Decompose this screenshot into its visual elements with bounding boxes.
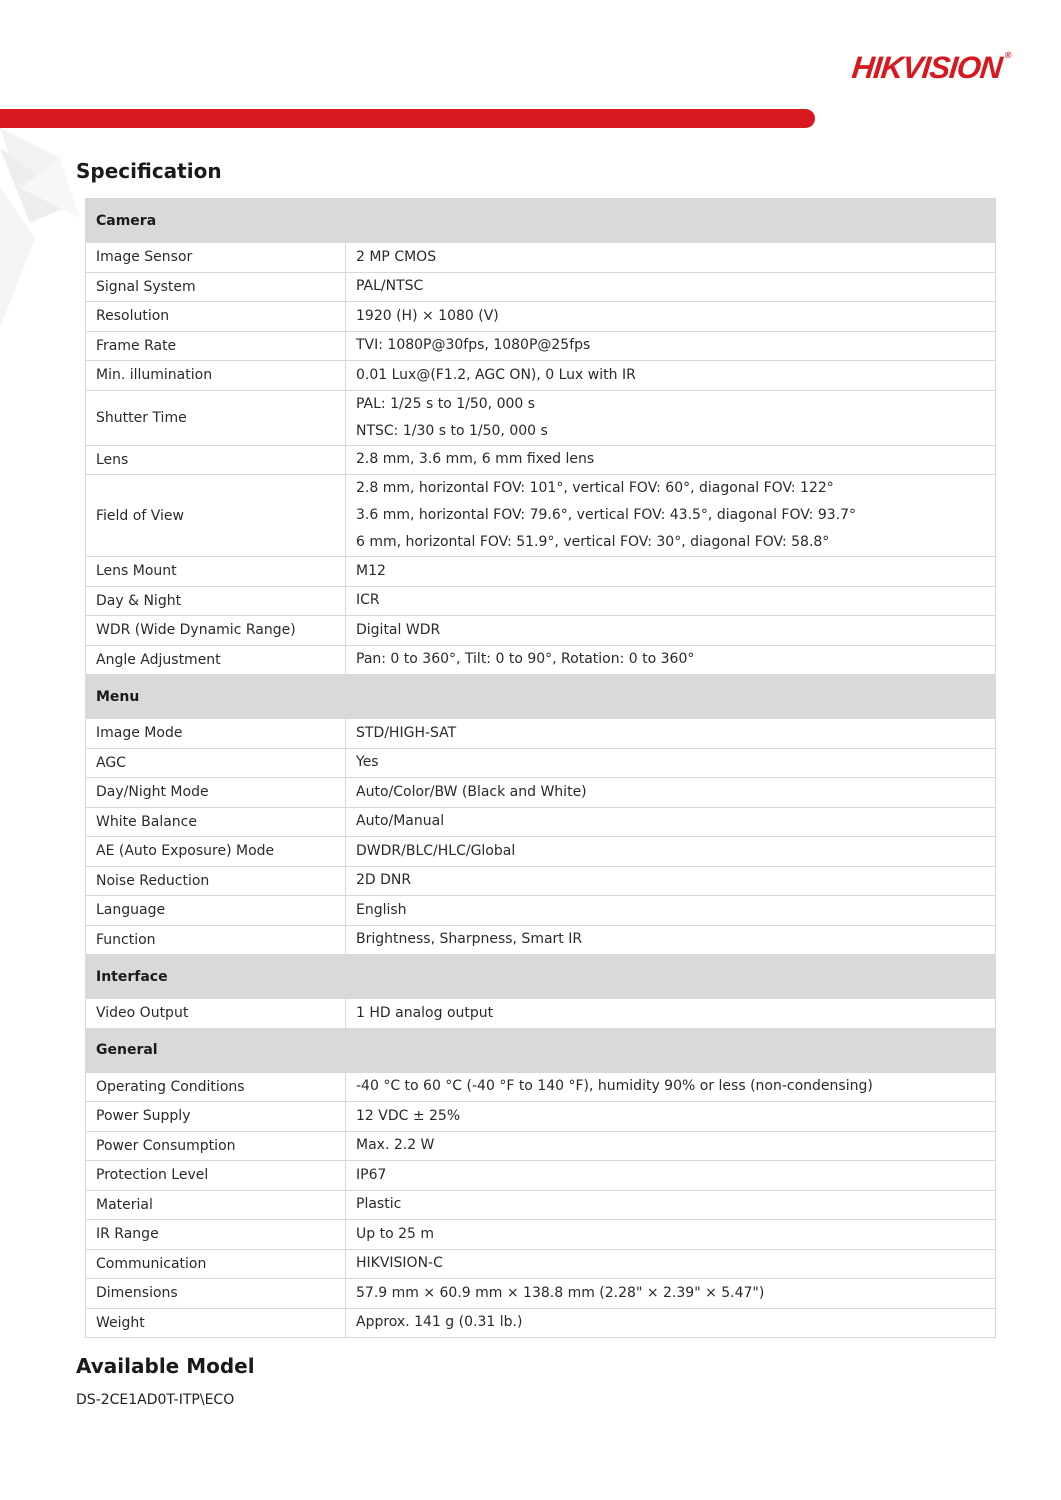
spec-value-cell <box>346 361 996 391</box>
spec-label: AGC <box>86 748 346 778</box>
spec-label: Function <box>86 925 346 955</box>
spec-value: NTSC: 1/30 s to 1/50, 000 s <box>356 422 548 439</box>
specification-table <box>85 198 996 1338</box>
spec-value: 0.01 Lux@(F1.2, AGC ON), 0 Lux with IR <box>356 366 636 383</box>
spec-value: ICR <box>356 592 380 609</box>
spec-value: PAL/NTSC <box>356 278 424 295</box>
table-row <box>86 616 996 646</box>
spec-value-cell <box>346 390 996 445</box>
spec-value: Yes <box>356 754 379 771</box>
table-row <box>86 390 996 445</box>
spec-value-cell <box>346 1220 996 1250</box>
spec-value: PAL: 1/25 s to 1/50, 000 s <box>356 395 536 412</box>
spec-value: Plastic <box>356 1196 402 1213</box>
table-row <box>86 925 996 955</box>
table-row <box>86 475 996 557</box>
table-row <box>86 1279 996 1309</box>
spec-label: Image Sensor <box>86 243 346 273</box>
spec-value: 1 HD analog output <box>356 1004 494 1021</box>
spec-value-cell <box>346 1190 996 1220</box>
spec-value: M12 <box>356 562 386 579</box>
spec-label: Operating Conditions <box>86 1072 346 1102</box>
spec-value-cell <box>346 1308 996 1338</box>
spec-value-cell <box>346 475 996 557</box>
spec-value: DWDR/BLC/HLC/Global <box>356 842 516 859</box>
spec-value: 3.6 mm, horizontal FOV: 79.6°, vertical FOV: 43.5°, diagonal FOV: 93.7° <box>356 507 857 523</box>
table-row <box>86 1190 996 1220</box>
section-header-general <box>86 1028 996 1072</box>
section-header-menu <box>86 675 996 719</box>
table-row <box>86 1220 996 1250</box>
table-row <box>86 1161 996 1191</box>
spec-label: Communication <box>86 1249 346 1279</box>
table-row <box>86 748 996 778</box>
spec-label: Lens <box>86 445 346 475</box>
table-row <box>86 1072 996 1102</box>
specification-heading: Specification <box>76 159 222 183</box>
spec-value: Auto/Manual <box>356 813 445 830</box>
spec-label: Language <box>86 896 346 926</box>
section-title: General <box>86 1028 996 1072</box>
spec-value-cell <box>346 1102 996 1132</box>
spec-label: Noise Reduction <box>86 866 346 896</box>
section-header-interface <box>86 955 996 999</box>
table-row <box>86 557 996 587</box>
table-row <box>86 445 996 475</box>
spec-value: Auto/Color/BW (Black and White) <box>356 783 587 800</box>
table-row <box>86 1249 996 1279</box>
spec-value-cell <box>346 331 996 361</box>
table-row <box>86 866 996 896</box>
available-model-heading: Available Model <box>76 1354 255 1378</box>
spec-value: 12 VDC ± 25% <box>356 1107 461 1124</box>
spec-value-cell <box>346 719 996 749</box>
spec-value: 57.9 mm × 60.9 mm × 138.8 mm (2.28" × 2.39" × 5.47") <box>356 1284 765 1301</box>
spec-value-cell <box>346 616 996 646</box>
table-row <box>86 361 996 391</box>
spec-label: Power Supply <box>86 1102 346 1132</box>
spec-value: 2 MP CMOS <box>356 248 437 265</box>
spec-value: STD/HIGH-SAT <box>356 724 457 741</box>
table-row <box>86 272 996 302</box>
spec-label: AE (Auto Exposure) Mode <box>86 837 346 867</box>
spec-value: -40 °C to 60 °C (-40 °F to 140 °F), humidity 90% or less (non-condensing) <box>356 1078 873 1095</box>
header-red-bar <box>0 109 815 128</box>
spec-value-cell <box>346 243 996 273</box>
spec-value: Max. 2.2 W <box>356 1137 435 1154</box>
section-header-camera <box>86 199 996 243</box>
spec-label: Lens Mount <box>86 557 346 587</box>
spec-value-cell <box>346 896 996 926</box>
spec-value-cell <box>346 445 996 475</box>
spec-value-cell <box>346 1161 996 1191</box>
spec-label: Dimensions <box>86 1279 346 1309</box>
section-title: Camera <box>86 199 996 243</box>
spec-label: White Balance <box>86 807 346 837</box>
spec-value-cell <box>346 999 996 1029</box>
spec-label: Field of View <box>86 475 346 557</box>
spec-value-cell <box>346 807 996 837</box>
spec-value: 1920 (H) × 1080 (V) <box>356 307 499 324</box>
spec-value: Up to 25 m <box>356 1225 434 1242</box>
spec-value-cell <box>346 778 996 808</box>
spec-label: WDR (Wide Dynamic Range) <box>86 616 346 646</box>
spec-value-cell <box>346 586 996 616</box>
spec-label: Protection Level <box>86 1161 346 1191</box>
table-row <box>86 896 996 926</box>
spec-label: Resolution <box>86 302 346 332</box>
spec-value-cell <box>346 1072 996 1102</box>
table-row <box>86 999 996 1029</box>
spec-value-cell <box>346 925 996 955</box>
spec-label: Signal System <box>86 272 346 302</box>
spec-value: Pan: 0 to 360°, Tilt: 0 to 90°, Rotation: 0 to 360° <box>356 651 695 668</box>
spec-value-cell <box>346 748 996 778</box>
hikvision-logo: HIKVISION® <box>850 50 1011 85</box>
spec-label: Weight <box>86 1308 346 1338</box>
spec-value-cell <box>346 557 996 587</box>
spec-value-cell <box>346 866 996 896</box>
table-row <box>86 807 996 837</box>
spec-value-cell <box>346 1249 996 1279</box>
spec-label: Angle Adjustment <box>86 645 346 675</box>
spec-value-cell <box>346 302 996 332</box>
spec-value: Brightness, Sharpness, Smart IR <box>356 931 583 948</box>
spec-value: IP67 <box>356 1166 387 1183</box>
spec-label: Video Output <box>86 999 346 1029</box>
spec-label: Image Mode <box>86 719 346 749</box>
spec-value: 2.8 mm, 3.6 mm, 6 mm fixed lens <box>356 451 595 468</box>
spec-value-cell <box>346 1279 996 1309</box>
spec-value: 2.8 mm, horizontal FOV: 101°, vertical FOV: 60°, diagonal FOV: 122° <box>356 480 834 496</box>
section-title: Interface <box>86 955 996 999</box>
spec-value: HIKVISION-C <box>356 1255 443 1272</box>
spec-value-cell <box>346 645 996 675</box>
table-row <box>86 1308 996 1338</box>
table-row <box>86 778 996 808</box>
spec-label: Day & Night <box>86 586 346 616</box>
spec-value: English <box>356 901 407 918</box>
spec-label: Shutter Time <box>86 390 346 445</box>
spec-label: Frame Rate <box>86 331 346 361</box>
spec-label: Material <box>86 1190 346 1220</box>
spec-value: Approx. 141 g (0.31 lb.) <box>356 1314 523 1331</box>
spec-value: 2D DNR <box>356 872 412 889</box>
model-number: DS-2CE1AD0T-ITP\ECO <box>76 1392 235 1408</box>
spec-value-cell <box>346 272 996 302</box>
spec-label: Day/Night Mode <box>86 778 346 808</box>
spec-label: Min. illumination <box>86 361 346 391</box>
table-row <box>86 837 996 867</box>
table-row <box>86 1131 996 1161</box>
table-row <box>86 645 996 675</box>
spec-value-cell <box>346 837 996 867</box>
table-row <box>86 302 996 332</box>
table-row <box>86 331 996 361</box>
table-row <box>86 719 996 749</box>
table-row <box>86 1102 996 1132</box>
section-title: Menu <box>86 675 996 719</box>
spec-label: IR Range <box>86 1220 346 1250</box>
spec-value-cell <box>346 1131 996 1161</box>
table-row <box>86 586 996 616</box>
spec-value: Digital WDR <box>356 621 441 638</box>
spec-label: Power Consumption <box>86 1131 346 1161</box>
spec-value: TVI: 1080P@30fps, 1080P@25fps <box>356 337 591 354</box>
spec-value: 6 mm, horizontal FOV: 51.9°, vertical FOV: 30°, diagonal FOV: 58.8° <box>356 534 830 550</box>
table-row <box>86 243 996 273</box>
